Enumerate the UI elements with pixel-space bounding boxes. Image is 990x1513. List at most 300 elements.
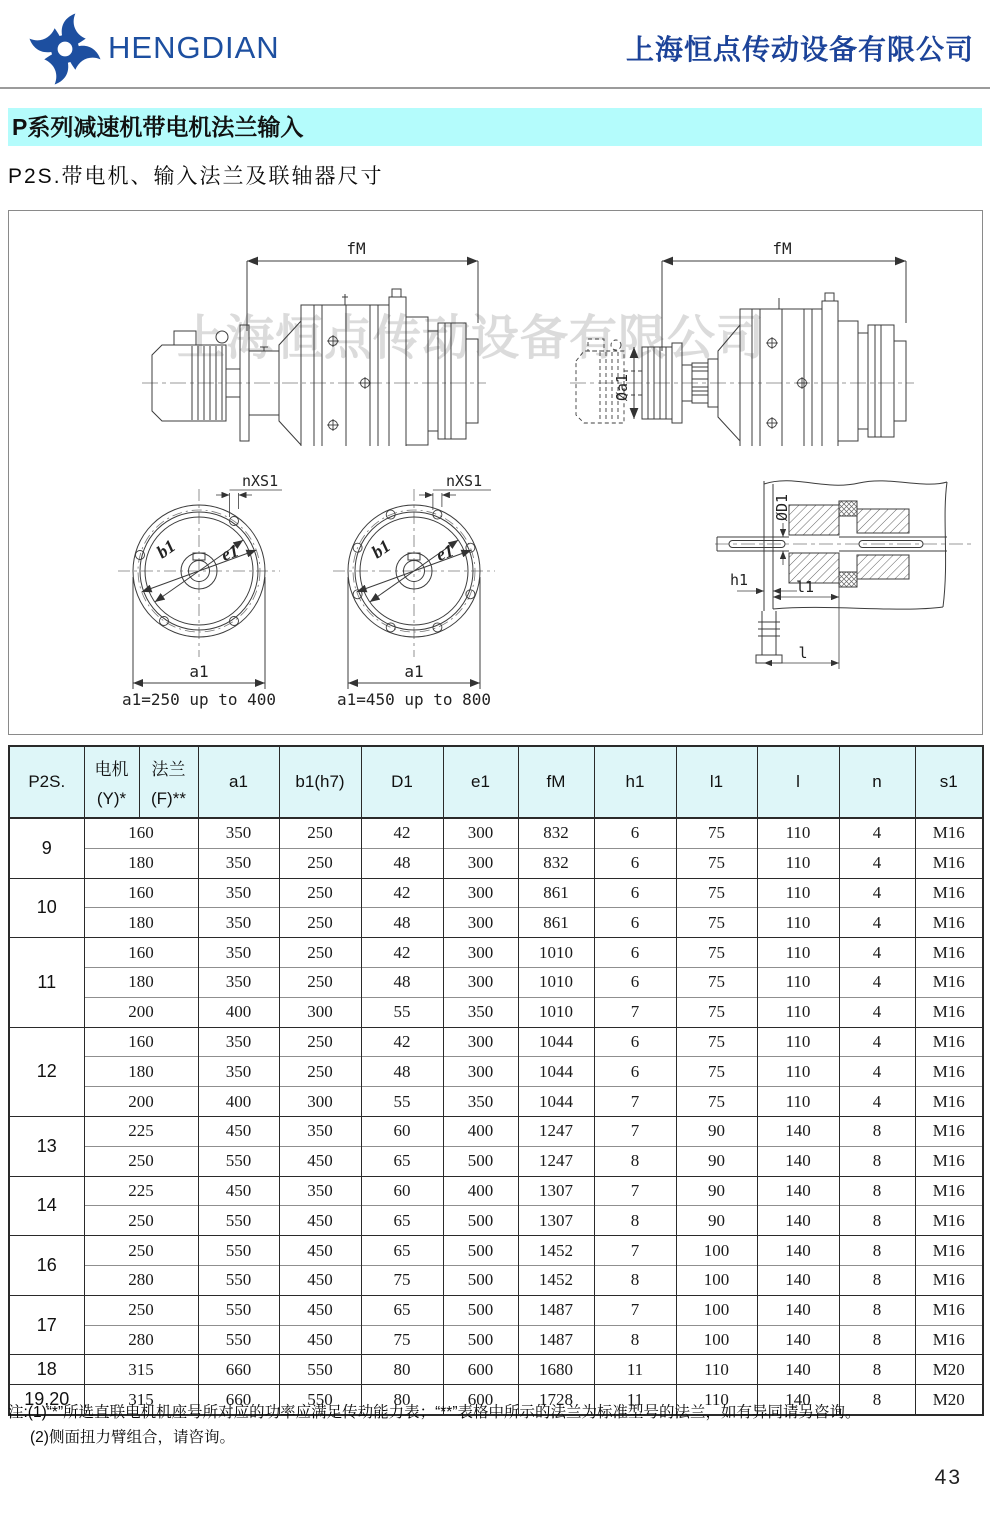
table-cell: 400 bbox=[198, 997, 279, 1027]
table-cell: 550 bbox=[279, 1355, 361, 1385]
table-row bbox=[9, 908, 983, 938]
table-cell: 450 bbox=[279, 1236, 361, 1266]
table-cell: 400 bbox=[443, 1116, 518, 1146]
table-cell: 110 bbox=[676, 1385, 757, 1415]
table-cell: 350 bbox=[198, 848, 279, 878]
table-cell: 80 bbox=[361, 1385, 443, 1415]
table-cell: M16 bbox=[915, 818, 983, 848]
dim-l1-label: l1 bbox=[795, 578, 815, 596]
table-cell: 350 bbox=[198, 908, 279, 938]
table-cell: 1010 bbox=[518, 938, 594, 968]
table-cell: 450 bbox=[198, 1116, 279, 1146]
motor-frame-cell: 200 bbox=[84, 997, 198, 1027]
flange-caption-small: a1=250 up to 400 bbox=[121, 690, 277, 709]
table-cell: 4 bbox=[839, 848, 915, 878]
table-cell: 250 bbox=[279, 848, 361, 878]
table-cell: 350 bbox=[198, 1057, 279, 1087]
table-row bbox=[9, 1176, 983, 1206]
table-cell: 500 bbox=[443, 1265, 518, 1295]
table-cell: M16 bbox=[915, 997, 983, 1027]
motor-frame-cell: 180 bbox=[84, 908, 198, 938]
table-cell: 110 bbox=[676, 1355, 757, 1385]
col-header-a1: a1 bbox=[198, 746, 279, 818]
p2s-model-cell: 13 bbox=[9, 1116, 84, 1176]
brand-name: HENGDIAN bbox=[108, 30, 280, 65]
table-cell: 8 bbox=[839, 1236, 915, 1266]
table-cell: 250 bbox=[279, 908, 361, 938]
table-cell: 1452 bbox=[518, 1236, 594, 1266]
table-cell: 300 bbox=[279, 997, 361, 1027]
motor-frame-cell: 250 bbox=[84, 1146, 198, 1176]
table-row bbox=[9, 997, 983, 1027]
diagram-panel bbox=[8, 210, 983, 735]
p2s-model-cell: 9 bbox=[9, 818, 84, 878]
table-cell: 140 bbox=[757, 1355, 839, 1385]
table-cell: 4 bbox=[839, 1087, 915, 1117]
table-cell: 1487 bbox=[518, 1325, 594, 1355]
table-row bbox=[9, 1116, 983, 1146]
table-cell: 450 bbox=[279, 1265, 361, 1295]
table-cell: 4 bbox=[839, 818, 915, 848]
table-cell: 8 bbox=[839, 1265, 915, 1295]
table-cell: 350 bbox=[198, 967, 279, 997]
dim-e1-label-small: e1 bbox=[218, 540, 242, 565]
side-view-left-drawing bbox=[134, 231, 494, 446]
table-cell: 4 bbox=[839, 1027, 915, 1057]
table-cell: 140 bbox=[757, 1206, 839, 1236]
table-cell: 250 bbox=[279, 1057, 361, 1087]
table-cell: 100 bbox=[676, 1265, 757, 1295]
table-cell: 6 bbox=[594, 878, 676, 908]
table-cell: 300 bbox=[443, 1027, 518, 1057]
table-cell: 350 bbox=[198, 938, 279, 968]
table-cell: 90 bbox=[676, 1206, 757, 1236]
col-header-b1h7: b1(h7) bbox=[279, 746, 361, 818]
table-cell: 300 bbox=[443, 848, 518, 878]
col-header-l: l bbox=[757, 746, 839, 818]
table-row bbox=[9, 1027, 983, 1057]
motor-frame-cell: 250 bbox=[84, 1295, 198, 1325]
table-cell: 6 bbox=[594, 1027, 676, 1057]
table-cell: M16 bbox=[915, 1265, 983, 1295]
table-cell: 250 bbox=[279, 878, 361, 908]
table-cell: 7 bbox=[594, 1087, 676, 1117]
motor-frame-cell: 225 bbox=[84, 1176, 198, 1206]
col-header-flange-sub: (F)** bbox=[151, 789, 186, 808]
table-cell: 1010 bbox=[518, 997, 594, 1027]
motor-frame-cell: 160 bbox=[84, 818, 198, 848]
table-cell: 600 bbox=[443, 1355, 518, 1385]
col-header-flange-label: 法兰 bbox=[151, 760, 186, 779]
table-cell: 500 bbox=[443, 1146, 518, 1176]
table-cell: 350 bbox=[279, 1116, 361, 1146]
table-cell: 6 bbox=[594, 1057, 676, 1087]
table-cell: 861 bbox=[518, 908, 594, 938]
motor-frame-cell: 280 bbox=[84, 1325, 198, 1355]
table-cell: 110 bbox=[757, 1087, 839, 1117]
dim-e1-label-large: e1 bbox=[433, 540, 457, 565]
table-cell: 90 bbox=[676, 1146, 757, 1176]
table-cell: 8 bbox=[839, 1116, 915, 1146]
table-cell: 6 bbox=[594, 908, 676, 938]
table-cell: 75 bbox=[676, 848, 757, 878]
table-cell: 450 bbox=[279, 1295, 361, 1325]
motor-frame-cell: 160 bbox=[84, 1027, 198, 1057]
table-cell: 140 bbox=[757, 1176, 839, 1206]
table-cell: 8 bbox=[839, 1146, 915, 1176]
table-cell: 90 bbox=[676, 1116, 757, 1146]
dim-b1-label-small: b1 bbox=[152, 535, 180, 563]
dim-a1-label-small: a1 bbox=[189, 662, 209, 681]
dim-l-label: l bbox=[798, 644, 808, 662]
col-header-d1: D1 bbox=[361, 746, 443, 818]
motor-frame-cell: 160 bbox=[84, 878, 198, 908]
table-cell: 400 bbox=[198, 1087, 279, 1117]
table-cell: 350 bbox=[279, 1176, 361, 1206]
table-cell: 55 bbox=[361, 997, 443, 1027]
table-cell: M16 bbox=[915, 1057, 983, 1087]
table-row bbox=[9, 1087, 983, 1117]
table-cell: 90 bbox=[676, 1176, 757, 1206]
table-cell: 6 bbox=[594, 938, 676, 968]
col-header-motor-sub: (Y)* bbox=[96, 789, 127, 808]
table-cell: M16 bbox=[915, 1087, 983, 1117]
table-cell: 110 bbox=[757, 818, 839, 848]
motor-frame-cell: 200 bbox=[84, 1087, 198, 1117]
table-cell: 140 bbox=[757, 1385, 839, 1415]
table-cell: M16 bbox=[915, 1116, 983, 1146]
table-row bbox=[9, 1057, 983, 1087]
dimension-table bbox=[8, 745, 982, 1416]
table-cell: 500 bbox=[443, 1206, 518, 1236]
dimension-table-body bbox=[9, 818, 983, 1415]
table-cell: 42 bbox=[361, 818, 443, 848]
table-cell: M16 bbox=[915, 938, 983, 968]
table-cell: 4 bbox=[839, 997, 915, 1027]
table-cell: 7 bbox=[594, 1295, 676, 1325]
table-cell: 1728 bbox=[518, 1385, 594, 1415]
dim-nxs1-label-small: nXS1 bbox=[242, 472, 279, 490]
table-cell: 75 bbox=[361, 1325, 443, 1355]
table-cell: 832 bbox=[518, 848, 594, 878]
table-cell: M16 bbox=[915, 848, 983, 878]
table-cell: 1487 bbox=[518, 1295, 594, 1325]
table-cell: 1307 bbox=[518, 1176, 594, 1206]
table-cell: 140 bbox=[757, 1325, 839, 1355]
footnote-2: (2)侧面扭力臂组合，请咨询。 bbox=[30, 1429, 235, 1446]
table-cell: 1044 bbox=[518, 1087, 594, 1117]
p2s-model-cell: 19,20 bbox=[9, 1385, 84, 1415]
table-cell: 75 bbox=[676, 938, 757, 968]
table-cell: 75 bbox=[676, 1027, 757, 1057]
hengdian-logo-icon bbox=[28, 12, 102, 86]
table-cell: 140 bbox=[757, 1146, 839, 1176]
section-banner: P系列减速机带电机法兰输入 bbox=[8, 108, 982, 146]
footnotes bbox=[8, 1400, 982, 1450]
table-cell: 110 bbox=[757, 997, 839, 1027]
table-cell: M16 bbox=[915, 1325, 983, 1355]
table-row bbox=[9, 1265, 983, 1295]
table-cell: 75 bbox=[676, 967, 757, 997]
table-cell: 550 bbox=[198, 1146, 279, 1176]
table-cell: 65 bbox=[361, 1236, 443, 1266]
table-cell: 300 bbox=[443, 878, 518, 908]
motor-frame-cell: 315 bbox=[84, 1385, 198, 1415]
table-cell: M16 bbox=[915, 967, 983, 997]
table-cell: 1247 bbox=[518, 1116, 594, 1146]
footnote-1: 注:(1)“*”所选直联电机机座号所对应的功率应满足传动能力表；“**”表格中所示的法兰为标准型号的法兰，如有异同请另咨询。 bbox=[8, 1404, 861, 1421]
table-cell: 8 bbox=[839, 1355, 915, 1385]
dim-phi-d1-label: ØD1 bbox=[773, 493, 791, 521]
table-cell: 48 bbox=[361, 967, 443, 997]
table-cell: 400 bbox=[443, 1176, 518, 1206]
table-cell: 350 bbox=[443, 1087, 518, 1117]
col-header-fm: fM bbox=[518, 746, 594, 818]
table-cell: 65 bbox=[361, 1206, 443, 1236]
table-cell: 75 bbox=[676, 1057, 757, 1087]
table-cell: M16 bbox=[915, 878, 983, 908]
table-cell: 4 bbox=[839, 878, 915, 908]
dim-fm-label-right: fM bbox=[772, 239, 792, 258]
table-cell: 110 bbox=[757, 878, 839, 908]
table-cell: 80 bbox=[361, 1355, 443, 1385]
p2s-model-cell: 11 bbox=[9, 938, 84, 1027]
table-cell: 7 bbox=[594, 997, 676, 1027]
table-cell: 350 bbox=[443, 997, 518, 1027]
table-cell: 1010 bbox=[518, 967, 594, 997]
table-row bbox=[9, 1206, 983, 1236]
table-cell: 48 bbox=[361, 848, 443, 878]
dim-fm-label-left: fM bbox=[346, 239, 366, 258]
table-cell: 450 bbox=[279, 1206, 361, 1236]
table-cell: 1680 bbox=[518, 1355, 594, 1385]
table-cell: 42 bbox=[361, 1027, 443, 1057]
table-cell: 75 bbox=[676, 908, 757, 938]
table-cell: 550 bbox=[198, 1206, 279, 1236]
dim-a1-label-large: a1 bbox=[404, 662, 424, 681]
motor-frame-cell: 180 bbox=[84, 1057, 198, 1087]
col-header-n: n bbox=[839, 746, 915, 818]
table-cell: 8 bbox=[839, 1325, 915, 1355]
motor-frame-cell: 225 bbox=[84, 1116, 198, 1146]
table-cell: 450 bbox=[279, 1146, 361, 1176]
table-cell: 300 bbox=[443, 908, 518, 938]
table-cell: M16 bbox=[915, 1146, 983, 1176]
table-cell: 100 bbox=[676, 1295, 757, 1325]
col-header-e1: e1 bbox=[443, 746, 518, 818]
table-cell: 832 bbox=[518, 818, 594, 848]
table-cell: 8 bbox=[594, 1146, 676, 1176]
table-cell: M16 bbox=[915, 908, 983, 938]
section-subtitle: P2S.带电机、输入法兰及联轴器尺寸 bbox=[8, 165, 384, 188]
table-cell: 48 bbox=[361, 908, 443, 938]
table-cell: 600 bbox=[443, 1385, 518, 1415]
table-cell: 110 bbox=[757, 1027, 839, 1057]
table-row bbox=[9, 1325, 983, 1355]
table-cell: 100 bbox=[676, 1325, 757, 1355]
col-header-motor-label: 电机 bbox=[94, 760, 129, 779]
table-row bbox=[9, 1236, 983, 1266]
table-cell: 8 bbox=[839, 1206, 915, 1236]
table-cell: 500 bbox=[443, 1236, 518, 1266]
table-cell: 350 bbox=[198, 1027, 279, 1057]
table-cell: M16 bbox=[915, 1027, 983, 1057]
table-cell: 60 bbox=[361, 1176, 443, 1206]
motor-frame-cell: 250 bbox=[84, 1206, 198, 1236]
table-cell: 450 bbox=[198, 1176, 279, 1206]
table-cell: 861 bbox=[518, 878, 594, 908]
table-cell: 660 bbox=[198, 1355, 279, 1385]
dim-h1-label: h1 bbox=[729, 571, 749, 589]
table-cell: 110 bbox=[757, 908, 839, 938]
table-header-row bbox=[9, 746, 983, 818]
table-cell: 110 bbox=[757, 848, 839, 878]
table-cell: 100 bbox=[676, 1236, 757, 1266]
table-cell: 48 bbox=[361, 1057, 443, 1087]
table-cell: 660 bbox=[198, 1385, 279, 1415]
flange-front-view-small bbox=[104, 459, 294, 709]
col-header-p2s: P2S. bbox=[9, 746, 84, 818]
table-cell: M16 bbox=[915, 1176, 983, 1206]
table-cell: M20 bbox=[915, 1385, 983, 1415]
table-cell: 250 bbox=[279, 818, 361, 848]
table-cell: 300 bbox=[443, 1057, 518, 1087]
p2s-model-cell: 12 bbox=[9, 1027, 84, 1116]
table-cell: 60 bbox=[361, 1116, 443, 1146]
table-row bbox=[9, 818, 983, 848]
table-cell: 140 bbox=[757, 1295, 839, 1325]
table-cell: 8 bbox=[839, 1295, 915, 1325]
dim-phi-a1-label: Øa1 bbox=[613, 373, 631, 401]
table-cell: 110 bbox=[757, 1057, 839, 1087]
table-cell: 1247 bbox=[518, 1146, 594, 1176]
table-cell: 1044 bbox=[518, 1027, 594, 1057]
table-cell: 8 bbox=[839, 1385, 915, 1415]
table-cell: 350 bbox=[198, 878, 279, 908]
table-cell: 42 bbox=[361, 878, 443, 908]
table-cell: 11 bbox=[594, 1355, 676, 1385]
col-header-motor bbox=[84, 746, 139, 818]
table-row bbox=[9, 967, 983, 997]
col-header-l1: l1 bbox=[676, 746, 757, 818]
p2s-model-cell: 17 bbox=[9, 1295, 84, 1355]
table-cell: 11 bbox=[594, 1385, 676, 1415]
table-cell: 110 bbox=[757, 938, 839, 968]
motor-frame-cell: 250 bbox=[84, 1236, 198, 1266]
p2s-model-cell: 14 bbox=[9, 1176, 84, 1236]
dim-b1-label-large: b1 bbox=[367, 535, 395, 563]
motor-frame-cell: 315 bbox=[84, 1355, 198, 1385]
table-cell: 140 bbox=[757, 1265, 839, 1295]
side-view-right-drawing bbox=[564, 231, 919, 446]
table-cell: 300 bbox=[443, 818, 518, 848]
table-cell: 75 bbox=[676, 878, 757, 908]
table-cell: 65 bbox=[361, 1295, 443, 1325]
col-header-flange bbox=[139, 746, 198, 818]
table-cell: 6 bbox=[594, 967, 676, 997]
table-cell: 140 bbox=[757, 1236, 839, 1266]
table-row bbox=[9, 878, 983, 908]
table-cell: 75 bbox=[361, 1265, 443, 1295]
table-cell: 250 bbox=[279, 967, 361, 997]
motor-frame-cell: 180 bbox=[84, 967, 198, 997]
table-cell: M16 bbox=[915, 1236, 983, 1266]
table-cell: 42 bbox=[361, 938, 443, 968]
table-cell: M20 bbox=[915, 1355, 983, 1385]
table-cell: 300 bbox=[279, 1087, 361, 1117]
table-cell: 7 bbox=[594, 1236, 676, 1266]
table-cell: 550 bbox=[198, 1236, 279, 1266]
table-cell: 550 bbox=[279, 1385, 361, 1415]
table-cell: 4 bbox=[839, 1057, 915, 1087]
table-row bbox=[9, 1295, 983, 1325]
page-number: 43 bbox=[934, 1466, 962, 1489]
table-cell: 75 bbox=[676, 818, 757, 848]
table-cell: 350 bbox=[198, 818, 279, 848]
table-row bbox=[9, 848, 983, 878]
table-cell: 7 bbox=[594, 1176, 676, 1206]
table-cell: M16 bbox=[915, 1295, 983, 1325]
col-header-h1: h1 bbox=[594, 746, 676, 818]
table-cell: 8 bbox=[594, 1325, 676, 1355]
table-cell: 250 bbox=[279, 938, 361, 968]
p2s-model-cell: 18 bbox=[9, 1355, 84, 1385]
table-cell: 300 bbox=[443, 967, 518, 997]
motor-frame-cell: 180 bbox=[84, 848, 198, 878]
table-cell: 550 bbox=[198, 1265, 279, 1295]
table-cell: 4 bbox=[839, 967, 915, 997]
motor-frame-cell: 160 bbox=[84, 938, 198, 968]
header-divider bbox=[0, 87, 990, 89]
p2s-model-cell: 10 bbox=[9, 878, 84, 938]
table-cell: 55 bbox=[361, 1087, 443, 1117]
table-cell: 250 bbox=[279, 1027, 361, 1057]
motor-frame-cell: 280 bbox=[84, 1265, 198, 1295]
table-cell: 8 bbox=[594, 1206, 676, 1236]
table-cell: 300 bbox=[443, 938, 518, 968]
table-cell: 110 bbox=[757, 967, 839, 997]
table-cell: 500 bbox=[443, 1325, 518, 1355]
table-cell: 7 bbox=[594, 1116, 676, 1146]
table-cell: 4 bbox=[839, 908, 915, 938]
table-cell: 1307 bbox=[518, 1206, 594, 1236]
table-cell: 65 bbox=[361, 1146, 443, 1176]
table-cell: 550 bbox=[198, 1325, 279, 1355]
table-cell: M16 bbox=[915, 1206, 983, 1236]
table-cell: 8 bbox=[594, 1265, 676, 1295]
table-cell: 75 bbox=[676, 997, 757, 1027]
table-cell: 550 bbox=[198, 1295, 279, 1325]
table-row bbox=[9, 1355, 983, 1385]
table-cell: 75 bbox=[676, 1087, 757, 1117]
table-cell: 8 bbox=[839, 1176, 915, 1206]
flange-front-view-large bbox=[319, 459, 509, 709]
watermark-text: 上海恒点传动设备有限公司 bbox=[177, 312, 766, 365]
p2s-model-cell: 16 bbox=[9, 1236, 84, 1296]
table-cell: 4 bbox=[839, 938, 915, 968]
company-name: 上海恒点传动设备有限公司 bbox=[625, 35, 974, 66]
table-cell: 450 bbox=[279, 1325, 361, 1355]
dim-nxs1-label-large: nXS1 bbox=[446, 472, 483, 490]
table-cell: 6 bbox=[594, 818, 676, 848]
table-cell: 1452 bbox=[518, 1265, 594, 1295]
table-cell: 1044 bbox=[518, 1057, 594, 1087]
coupling-section-detail-drawing bbox=[709, 459, 979, 689]
table-row bbox=[9, 1146, 983, 1176]
col-header-s1: s1 bbox=[915, 746, 983, 818]
table-cell: 6 bbox=[594, 848, 676, 878]
flange-caption-large: a1=450 up to 800 bbox=[336, 690, 492, 709]
